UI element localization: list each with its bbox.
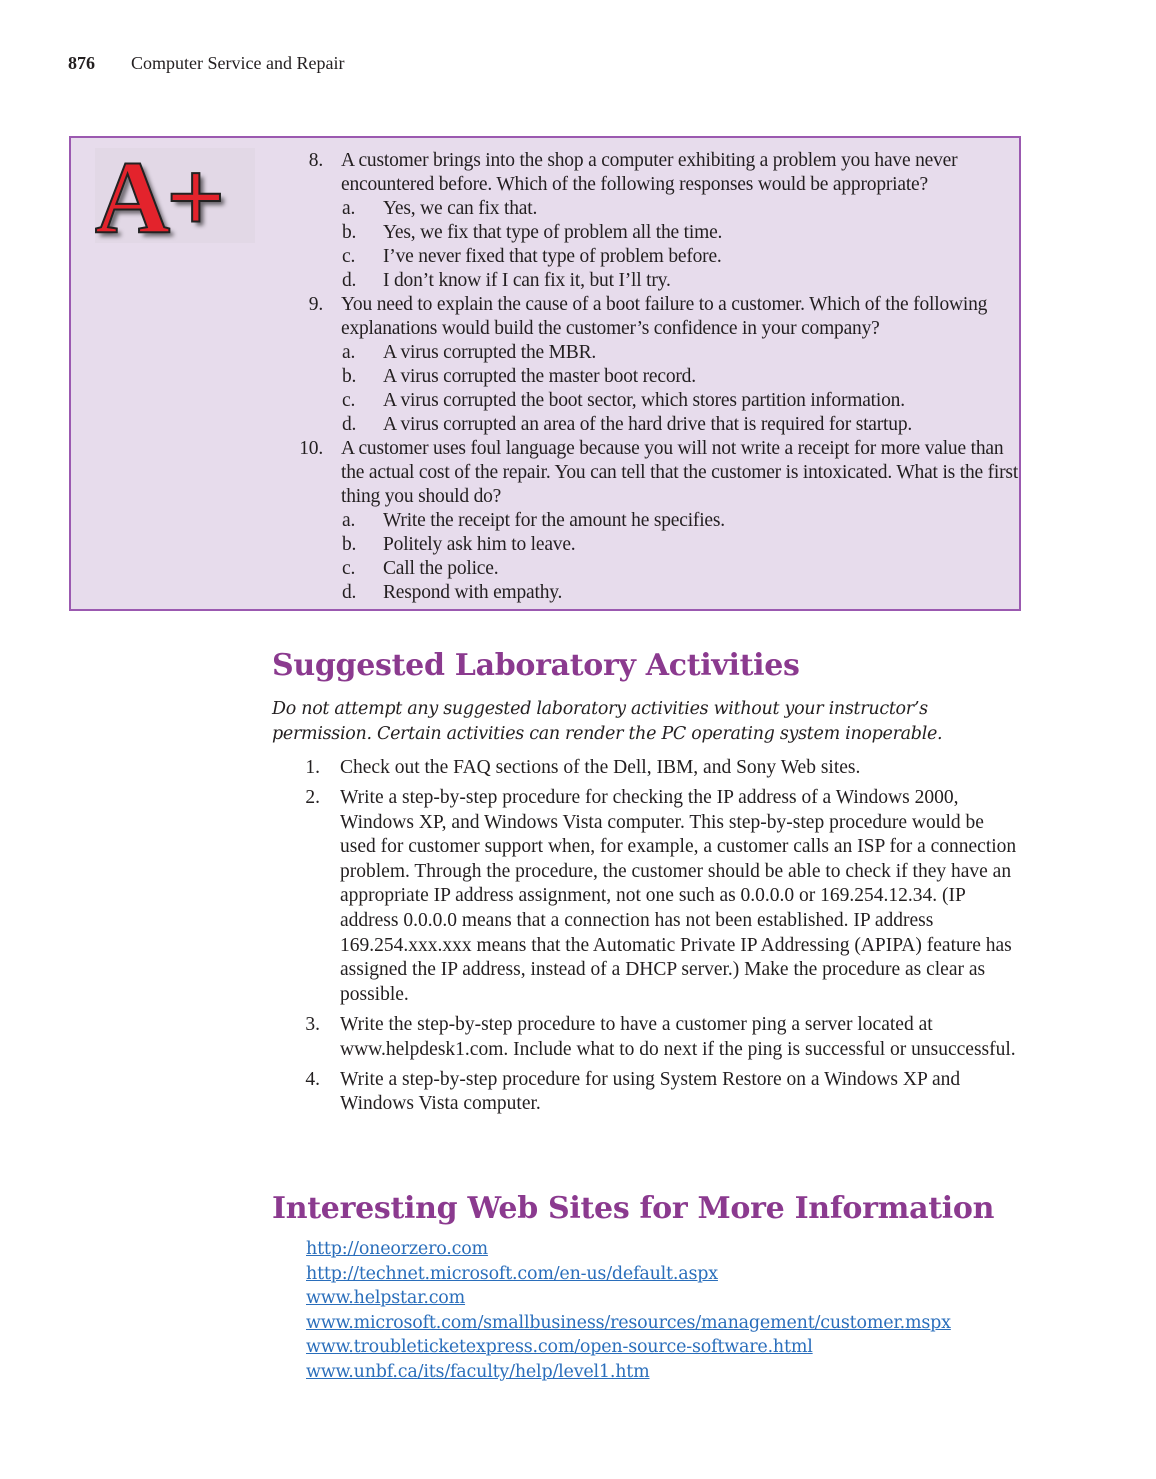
- answer-option: [299, 509, 1019, 533]
- question-number: 10.: [299, 438, 323, 459]
- answer-option: [299, 245, 1019, 269]
- web-links: [306, 1237, 951, 1385]
- option-letter: c.: [342, 390, 356, 411]
- aplus-logo: [95, 140, 255, 255]
- answer-option: [299, 413, 1019, 437]
- question-text: A customer brings into the shop a computer exhibiting a problem you have never encountered before. Which of the following responses would be appropriate?: [341, 150, 958, 195]
- option-letter: a.: [342, 342, 356, 363]
- web-link[interactable]: http://oneorzero.com: [306, 1239, 488, 1259]
- answer-option: [299, 389, 1019, 413]
- question: [299, 149, 1019, 197]
- option-text: A virus corrupted an area of the hard drive that is required for startup.: [383, 414, 913, 435]
- option-letter: c.: [342, 246, 356, 267]
- answer-option: [299, 533, 1019, 557]
- option-letter: d.: [342, 270, 357, 291]
- option-text: I don’t know if I can fix it, but I’ll try.: [383, 270, 671, 291]
- option-text: Write the receipt for the amount he specifies.: [383, 510, 725, 531]
- answer-option: [299, 269, 1019, 293]
- option-text: A virus corrupted the MBR.: [383, 342, 597, 363]
- lab-item-text: Write the step-by-step procedure to have a customer ping a server located at www.helpdesk1.com. Include what to do next if the ping is successful or unsuccessful.: [340, 1013, 1016, 1060]
- lab-note: Do not attempt any suggested laboratory activities without your instructor’s permission. Certain activities can render the PC operating system inoperable.: [272, 699, 943, 744]
- page-number: 876: [68, 53, 95, 73]
- option-letter: c.: [342, 558, 356, 579]
- option-text: A virus corrupted the master boot record.: [383, 366, 696, 387]
- option-letter: a.: [342, 510, 356, 531]
- aplus-review-box: [69, 136, 1021, 611]
- answer-option: [299, 581, 1019, 605]
- option-letter: b.: [342, 222, 357, 243]
- option-text: A virus corrupted the boot sector, which stores partition information.: [383, 390, 905, 411]
- answer-option: [299, 365, 1019, 389]
- option-text: Yes, we can fix that.: [383, 198, 538, 219]
- option-letter: b.: [342, 366, 357, 387]
- answer-option: [299, 197, 1019, 221]
- aplus-logo-text: A+: [95, 140, 222, 255]
- option-letter: a.: [342, 198, 356, 219]
- lab-item: [300, 1013, 1018, 1062]
- option-text: Call the police.: [383, 558, 499, 579]
- option-text: Politely ask him to leave.: [383, 534, 576, 555]
- option-text: Yes, we fix that type of problem all the time.: [383, 222, 723, 243]
- lab-heading: Suggested Laboratory Activities: [272, 648, 800, 683]
- lab-item-number: 1.: [305, 757, 320, 778]
- lab-list: [300, 756, 1018, 1122]
- option-letter: d.: [342, 582, 357, 603]
- web-heading: Interesting Web Sites for More Information: [272, 1191, 995, 1226]
- answer-option: [299, 221, 1019, 245]
- option-letter: b.: [342, 534, 357, 555]
- question-number: 8.: [308, 150, 323, 171]
- option-text: Respond with empathy.: [383, 582, 563, 603]
- lab-item-text: Check out the FAQ sections of the Dell, IBM, and Sony Web sites.: [340, 757, 861, 778]
- running-header: [68, 53, 344, 74]
- question-number: 9.: [308, 294, 323, 315]
- question-text: A customer uses foul language because you will not write a receipt for more value than the actual cost of the repair. You can tell that the customer is intoxicated. What is the first thing you should do?: [341, 438, 1019, 507]
- web-link[interactable]: www.microsoft.com/smallbusiness/resources/management/customer.mspx: [306, 1312, 951, 1333]
- question: [299, 437, 1019, 509]
- answer-option: [299, 557, 1019, 581]
- question-text: You need to explain the cause of a boot failure to a customer. Which of the following explanations would build the customer’s confidence in your company?: [341, 294, 988, 339]
- option-text: I’ve never fixed that type of problem before.: [383, 246, 722, 267]
- option-letter: d.: [342, 414, 357, 435]
- lab-item-text: Write a step-by-step procedure for using System Restore on a Windows XP and Windows Vista computer.: [340, 1068, 961, 1115]
- book-title: Computer Service and Repair: [131, 53, 345, 73]
- web-link[interactable]: www.troubleticketexpress.com/open-source-software.html: [306, 1337, 813, 1358]
- question: [299, 293, 1019, 341]
- lab-item: [300, 756, 1018, 781]
- lab-item: [300, 786, 1018, 1007]
- web-link[interactable]: www.helpstar.com: [306, 1288, 466, 1309]
- lab-item-number: 3.: [305, 1013, 320, 1035]
- web-link[interactable]: http://technet.microsoft.com/en-us/default.aspx: [306, 1263, 718, 1284]
- lab-item-number: 2.: [305, 787, 320, 809]
- web-link[interactable]: www.unbf.ca/its/faculty/help/level1.htm: [306, 1361, 650, 1382]
- answer-option: [299, 341, 1019, 365]
- question-list: [299, 149, 1019, 605]
- lab-item-number: 4.: [305, 1068, 320, 1090]
- lab-item-text: Write a step-by-step procedure for checking the IP address of a Windows 2000, Windows XP, and Windows Vista computer. This step-by-step procedure would be used for customer support when, for example, a customer calls an ISP for a connection problem. Through the procedure, the customer should be able to check if they have an appropriate IP address assignment, not one such as 0.0.0.0 or 169.254.12.34. (IP address 0.0.0.0 means that a connection has not been established. IP address 169.254.xxx.xxx means that the Automatic Private IP Addressing (APIPA) feature has assigned the IP address, instead of a DHCP server.) Make the procedure as clear as possible.: [340, 787, 1017, 1005]
- lab-item: [300, 1068, 1018, 1117]
